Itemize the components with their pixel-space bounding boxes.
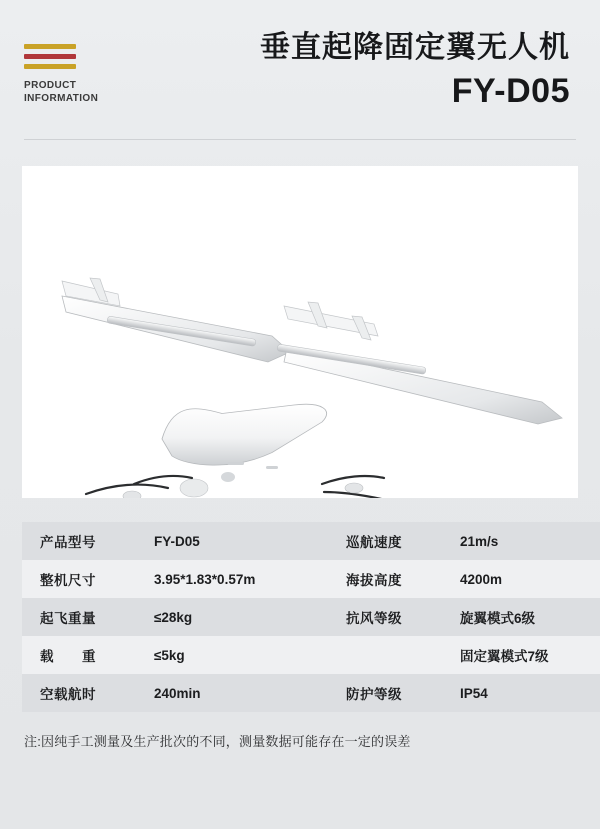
spec-value-right: 固定翼模式7级 [460,649,549,664]
spec-label-right: 巡航速度 [346,535,402,550]
spec-label-left: 空载航时 [40,687,96,702]
spec-value-right: 旋翼模式6级 [460,611,536,626]
table-row [22,636,600,674]
table-row [22,674,600,712]
spec-label-left: 整机尺寸 [40,573,96,588]
spec-table [22,522,600,712]
spec-label-left: 载 重 [40,649,96,664]
spec-value-right: IP54 [460,685,488,701]
spec-value-left: ≤28kg [154,609,193,625]
spec-label-right [328,636,442,674]
spec-value-left: 3.95*1.83*0.57m [154,571,256,587]
page-title: 垂直起降固定翼无人机 [260,31,570,64]
spec-label-right: 抗风等级 [346,611,402,626]
spec-value-left: 240min [154,685,201,701]
product-model-title: FY-D05 [451,72,570,110]
table-row [22,522,600,560]
spec-value-left: ≤5kg [154,647,185,663]
brand-label-line1: PRODUCT [24,80,77,91]
brand-bars-icon [24,44,76,69]
brand-label-line2: INFORMATION [24,93,99,104]
spec-label-left: 产品型号 [40,535,96,550]
spec-label-right: 防护等级 [346,687,402,702]
table-row [22,560,600,598]
spec-value-right: 4200m [460,571,503,587]
title-block [144,28,576,112]
header-divider [24,139,576,140]
spec-label-right: 海拔高度 [346,573,402,588]
table-row [22,598,600,636]
spec-value-left: FY-D05 [154,533,200,549]
brand-label [24,79,144,105]
spec-value-right: 21m/s [460,533,499,549]
page-header [0,0,600,140]
brand-block [24,28,144,105]
uav-illustration [22,166,578,498]
measurement-note: 注:因纯手工测量及生产批次的不同，测量数据可能存在一定的误差 [24,734,411,749]
spec-label-left: 起飞重量 [40,611,96,626]
product-photo [22,166,578,498]
